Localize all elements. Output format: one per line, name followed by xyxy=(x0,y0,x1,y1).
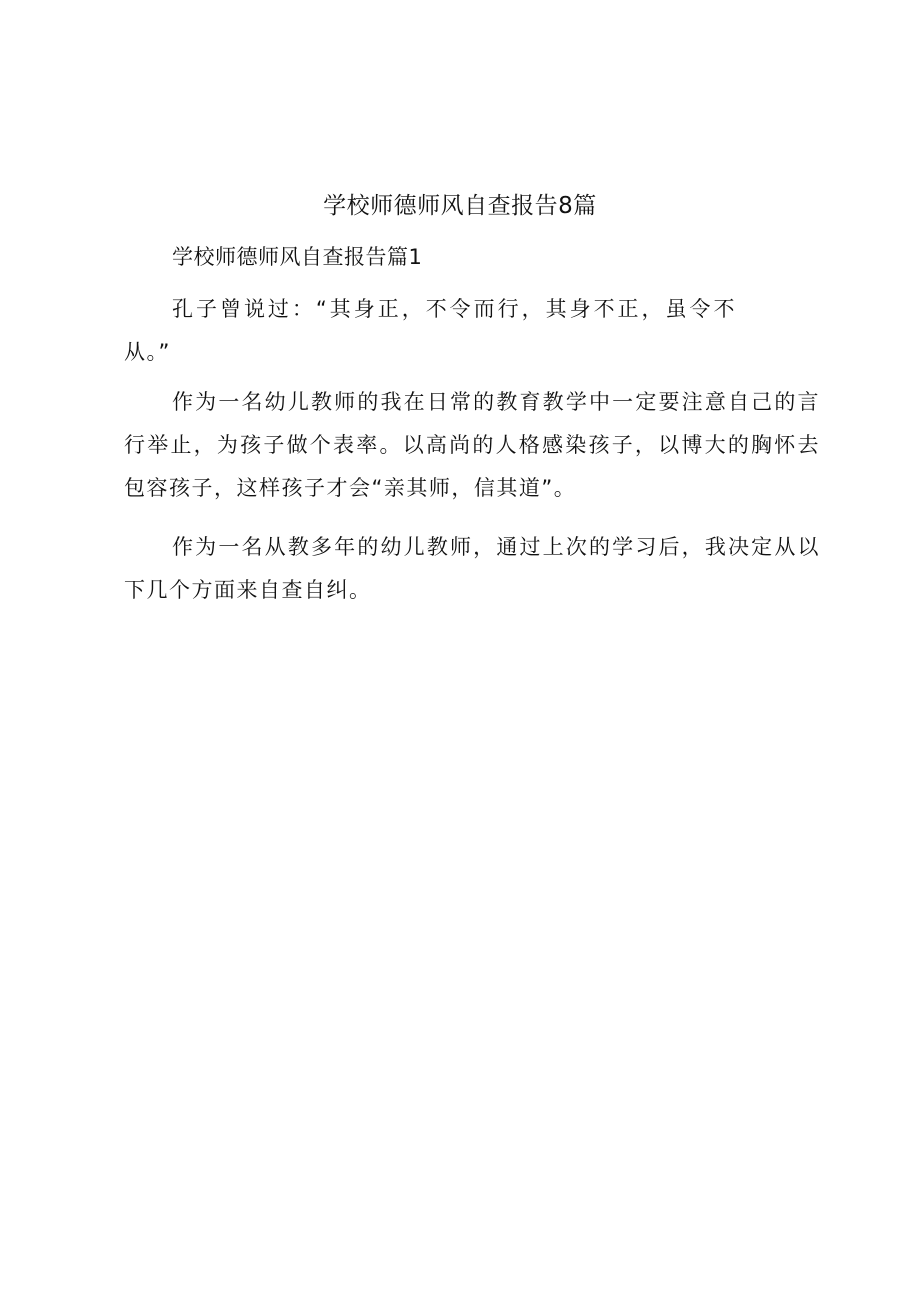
section-heading: 学校师德师风自查报告篇1 xyxy=(172,245,423,269)
paragraph-container xyxy=(124,381,820,510)
document-title: 学校师德师风自查报告8篇 xyxy=(323,193,597,219)
paragraph-3: 作为一名从教多年的幼儿教师，通过上次的学习后，我决定从以下几个方面来自查自纠。 xyxy=(124,535,820,602)
paragraph-2: 作为一名幼儿教师的我在日常的教育教学中一定要注意自己的言行举止，为孩子做个表率。以高尚的人格感染孩子，以博大的胸怀去包容孩子，这样孩子才会“亲其师，信其道”。 xyxy=(124,390,820,500)
paragraph-container xyxy=(124,526,820,612)
paragraph-container xyxy=(124,288,736,374)
paragraph-1: 孔子曾说过：“其身正，不令而行，其身不正，虽令不从。” xyxy=(124,297,736,364)
